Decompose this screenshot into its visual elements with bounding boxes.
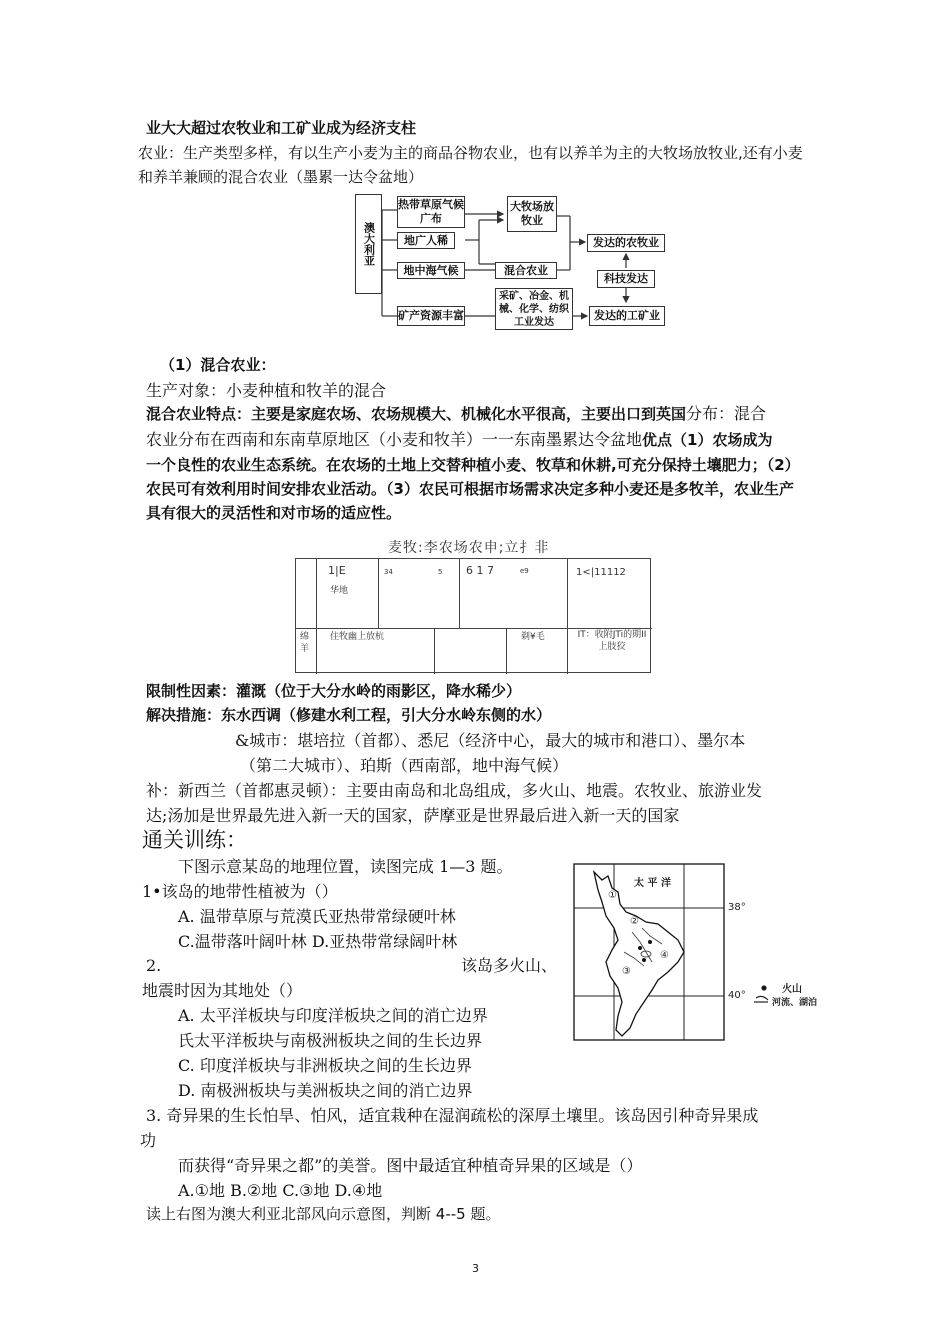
question-2-option-d: D. 南极洲板块与美洲板块之间的消亡边界 [178,1081,473,1100]
question-1: 1•该岛的地带性植被为（） [142,882,338,901]
flow-industries: 采矿、冶金、机械、化学、纺织工业发达 [495,288,573,330]
exercise-intro: 下图示意某岛的地理位置，读图完成 1—3 题。 [178,857,513,876]
map-marker-3: ③ [622,966,631,977]
flow-sparse-population: 地广人稀 [397,232,455,249]
question-2-text-a: 该岛多火山、 [461,956,558,975]
question-1-option-a: A. 温带草原与荒漠氏亚热带常绿硬叶林 [178,907,456,926]
table-r1c3b: e9 [520,567,529,575]
map-sea-label: 太 平 洋 [634,878,671,889]
table-r1c3a: 6 1 7 [466,564,494,577]
table-r1c2a: 34 [384,568,393,576]
table-r1c1b: 华地 [330,586,349,596]
question-1-options-cd: C.温带落叶阔叶林 D.亚热带常绿阔叶林 [178,932,458,951]
question-2-number: 2. [146,956,162,975]
features-line-2 [146,430,772,450]
question-3-line-2: 功 [140,1131,157,1150]
table-r1c2b: 5 [438,568,443,576]
page-number: 3 [472,1262,479,1275]
flow-ranching: 大牧场放牧业 [507,196,557,232]
solution: 解决措施：东水西调（修建水利工程，引大分水岭东侧的水） [146,706,552,724]
farming-calendar-table [295,558,651,673]
map-lat-38: 38° [728,902,746,913]
limiting-factor: 限制性因素：灌溉（位于大分水岭的雨影区，降水稀少） [146,682,522,700]
mixed-farming-heading: （1）混合农业： [160,356,276,374]
advantage-label: 优点（1）农场成为 [642,431,773,449]
table-r2c3: 剃¥毛 [521,632,545,642]
table-r1c4: 1<|11112 [576,567,626,578]
question-2-option-b: 氏太平洋板块与南极洲板块之间的生长边界 [178,1031,483,1050]
line-3: 和养羊兼顾的混合农业（墨累一达令盆地） [138,168,424,186]
island-map [572,862,822,1042]
flow-australia: 澳大利亚 [355,194,382,294]
table-r2c4: IT：收附JTi的期II上肢狡 [577,630,647,652]
cities-line-1: &城市：堪培拉（首都）、悉尼（经济中心，最大的城市和港口）、墨尔本 [235,731,746,750]
flowchart [355,192,665,332]
flow-mineral-resources: 矿产资源丰富 [397,306,465,326]
island-map-drawing [572,862,822,1042]
question-3-line-3: 而获得“奇异果之都”的美誉。图中最适宜种植奇异果的区域是（） [178,1156,643,1175]
legend-volcano: 火山 [782,984,802,995]
table-r2c1: 住牧幽上放杭 [330,632,385,642]
exercise-title: 通关训练： [142,828,247,852]
question-3-line-1: 3. 奇异果的生长怕旱、怕风，适宜栽种在湿润疏松的深厚土壤里。该岛因引种奇异果成 [146,1106,759,1125]
line-1: 业大大超过农牧业和工矿业成为经济支柱 [146,119,417,137]
map-marker-1: ① [608,890,617,901]
features-line-1 [146,404,766,424]
new-zealand-line-1: 补：新西兰（首都惠灵顿）：主要由南岛和北岛组成，多火山、地震。农牧业、旅游业发 [146,781,763,800]
features-line-4: 农民可有效利用时间安排农业活动。（3）农民可根据市场需求决定多种小麦还是多牧羊，农业生产 [146,480,794,498]
flow-mixed-farming: 混合农业 [495,262,557,279]
line-2: 农业：生产类型多样，有以生产小麦为主的商品谷物农业，也有以养羊为主的大牧场放牧业,还有小麦 [138,144,803,162]
new-zealand-line-2: 达;汤加是世界最先进入新一天的国家，萨摩亚是世界最后进入新一天的国家 [146,806,680,825]
features-line-5: 具有很大的灵活性和对市场的适应性。 [146,504,402,522]
map-marker-2: ② [630,916,639,927]
question-2-option-c: C. 印度洋板块与非洲板块之间的生长边界 [178,1056,472,1075]
legend-river-lake: 河流、湖泊 [772,998,818,1008]
flow-developed-agriculture: 发达的农牧业 [587,234,665,252]
features-line-3: 一个良性的农业生态系统。在农场的土地上交替种植小麦、牧草和休耕,可充分保持土壤肥力；（2） [146,456,800,474]
question-3-options: A.①地 B.②地 C.③地 D.④地 [178,1181,383,1200]
table-r2c0: 绵羊 [300,632,310,654]
features-text: 混合农业特点：主要是家庭农场、农场规模大、机械化水平很高，主要出口到英国 [146,405,687,423]
distribution-label: 分布：混合 [686,404,767,423]
flow-developed-mining: 发达的工矿业 [589,306,665,326]
distribution-text: 农业分布在西南和东南草原地区（小麦和牧羊）一一东南墨累达令盆地 [146,430,643,449]
table-r1c1a: 1|E [328,564,346,577]
flow-tropical-climate: 热带草原气候广布 [397,196,465,228]
cities-line-2: （第二大城市）、珀斯（西南部，地中海气候） [240,756,569,775]
flow-technology: 科技发达 [597,270,655,288]
map-marker-4: ④ [660,950,669,961]
table-title: 麦牧:李农场农申;立扌非 [388,540,550,556]
question-2-text-b: 地震时因为其地处（） [142,981,303,1000]
production-object: 生产对象：小麦种植和牧羊的混合 [146,381,387,400]
question-4-intro: 读上右图为澳大利亚北部风向示意图，判断 4--5 题。 [146,1205,501,1223]
flow-mediterranean-climate: 地中海气候 [397,262,465,279]
map-lat-40: 40° [728,990,746,1001]
question-2-option-a: A. 太平洋板块与印度洋板块之间的消亡边界 [178,1006,488,1025]
